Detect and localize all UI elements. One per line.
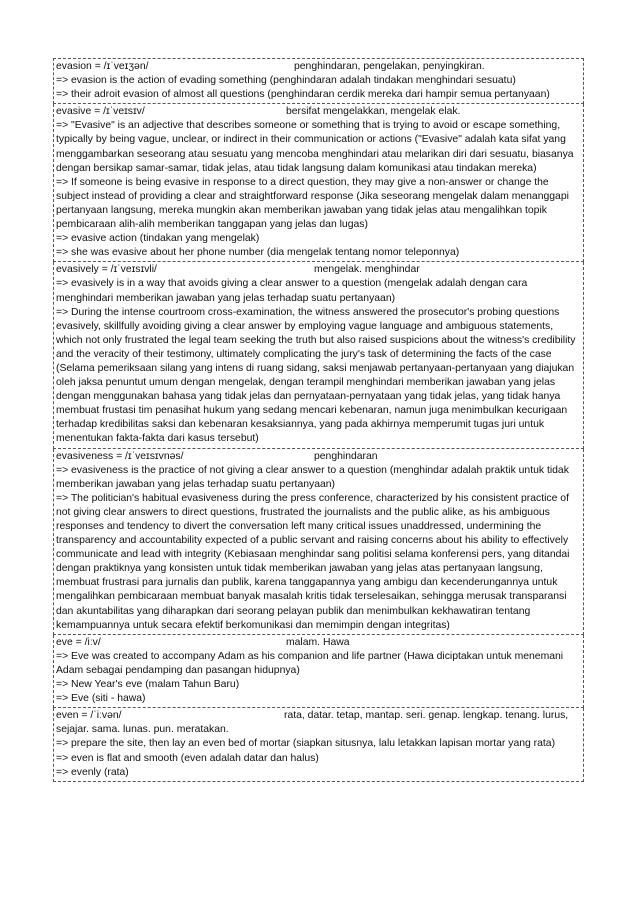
entry-evasiveness [53, 449, 584, 635]
example-line: => "Evasive" is an adjective that describes someone or something that is trying to avoid or escape something, typically by being vague, unclear, or indirect in their communication or actions ("Evasive" adalah kata sifat yang menggambarkan seseorang atau sesuatu yang mencoba menghindari atau melarikan diri dari sesuatu, biasanya dengan bersikap samar-samar, tidak jelas, atau tidak langsung dalam komunikasi atau tindakan mereka) [56, 120, 574, 174]
example-line: => prepare the site, then lay an even bed of mortar (siapkan situsnya, lalu letakkan lapisan mortar yang rata) [56, 738, 556, 750]
entry-evasive [53, 104, 584, 262]
meaning: mengelak. menghindar [314, 264, 420, 276]
entry-evasively [53, 262, 584, 448]
entry-header [56, 60, 581, 74]
headword: evasive = /ɪˈveɪsɪv/ [56, 106, 145, 118]
meaning: bersifat mengelakkan, mengelak elak. [286, 106, 461, 118]
example-line: => even is flat and smooth (even adalah datar dan halus) [56, 752, 319, 764]
entry-header [56, 105, 581, 119]
entry-eve [53, 635, 584, 708]
example-line: => evenly (rata) [56, 766, 129, 778]
example-line: => she was evasive about her phone number (dia mengelak tentang nomor teleponnya) [56, 247, 460, 259]
example-line: => evasive action (tindakan yang mengelak) [56, 233, 260, 245]
entry-header [56, 263, 581, 277]
meaning: malam. Hawa [286, 636, 350, 648]
example-line: => New Year's eve (malam Tahun Baru) [56, 679, 240, 691]
entry-even [53, 708, 584, 781]
meaning: penghindaran [314, 450, 378, 462]
example-line: => The politician's habitual evasiveness during the press conference, characterized by his consistent practice of not giving clear answers to direct questions, frustrated the journalists and the public alike, as his ambiguous responses and tendency to divert the conversation left many critical issues unaddressed, undermining the transparency and accountability expected of a public servant and raising concerns about his ability to effectively communicate and lead with integrity (Kebiasaan menghindar sang politisi selama konferensi pers, yang ditandai dengan praktiknya yang konsisten untuk tidak memberikan jawaban yang jelas atas pertanyaan langsung, membuat frustrasi para jurnalis dan publik, karena tanggapannya yang ambigu dan kecenderungannya untuk mengalihkan pembicaraan membuat banyak masalah kritis tidak terselesaikan, sehingga merusak transparansi dan akuntabilitas yang diharapkan dari seorang pelayan publik dan menimbulkan kekhawatiran tentang kemampuannya untuk secara efektif berkomunikasi dan memimpin dengan integritas) [56, 492, 570, 631]
example-line: => evasively is in a way that avoids giving a clear answer to a question (mengelak adalah dengan cara menghindari memberikan jawaban yang jelas terhadap suatu pertanyaan) [56, 278, 528, 304]
example-line: => evasion is the action of evading something (penghindaran adalah tindakan menghindari sesuatu) [56, 75, 516, 87]
headword: evasively = /ɪˈveɪsɪvli/ [56, 264, 157, 276]
dictionary-page [53, 58, 584, 782]
headword: evasion = /ɪˈveɪʒən/ [56, 61, 149, 72]
meaning: penghindaran, pengelakan, penyingkiran. [294, 61, 485, 72]
entry-header [56, 636, 581, 650]
headword: even = /ˈiːvən/ [56, 710, 122, 722]
example-line: => evasiveness is the practice of not giving a clear answer to a question (menghindar adalah praktik untuk tidak memberikan jawaban yang jelas terhadap suatu pertanyaan) [56, 464, 569, 490]
example-line: => During the intense courtroom cross-examination, the witness answered the prosecutor's probing questions evasively, skillfully avoiding giving a clear answer by employing vague language and ambiguous statements, which not only frustrated the legal team seeking the truth but also raised suspicions about the witness's credibility and the veracity of their testimony, ultimately complicating the jury's task of determining the facts of the case (Selama pemeriksaan silang yang intens di ruang sidang, saksi menjawab pertanyaan-pertanyaan yang diajukan oleh jaksa penuntut umum dengan mengelak, dengan terampil menghindari memberikan jawaban yang jelas dengan menggunakan bahasa yang tidak jelas dan pernyataan-pernyataan yang tidak jelas, yang tidak hanya membuat frustasi tim penasihat hukum yang sedang mencari kebenaran, namun juga menimbulkan kecurigaan terhadap kredibilitas saksi dan kebenaran kesaksiannya, yang pada akhirnya memperumit tugas juri untuk menentukan fakta-fakta dari kasus tersebut) [56, 306, 576, 445]
meaning: rata, datar. tetap, mantap. seri. genap. lengkap. tenang. lurus, sejajar. sama. lunas. pun. meratakan. [56, 710, 569, 736]
example-line: => If someone is being evasive in response to a direct question, they may give a non-answer or change the subject instead of providing a clear and straightforward response (Jika seseorang mengelak dalam menanggapi pertanyaan langsung, mereka mungkin akan memberikan jawaban yang tidak jelas atau mengalihkan topik pembicaraan alih-alih memberikan tanggapan yang jelas dan lugas) [56, 176, 569, 231]
entry-evasion [53, 58, 584, 104]
example-line: => their adroit evasion of almost all questions (penghindaran cerdik mereka dari hampir semua pertanyaan) [56, 89, 550, 101]
headword: evasiveness = /ɪˈveɪsɪvnəs/ [56, 450, 184, 462]
entry-header [56, 450, 581, 464]
entry-header [56, 709, 581, 737]
example-line: => Eve was created to accompany Adam as his companion and life partner (Hawa diciptakan untuk menemani Adam sebagai pendamping dan pasangan hidupnya) [56, 650, 564, 676]
headword: eve = /iːv/ [56, 636, 101, 648]
example-line: => Eve (siti - hawa) [56, 693, 146, 705]
